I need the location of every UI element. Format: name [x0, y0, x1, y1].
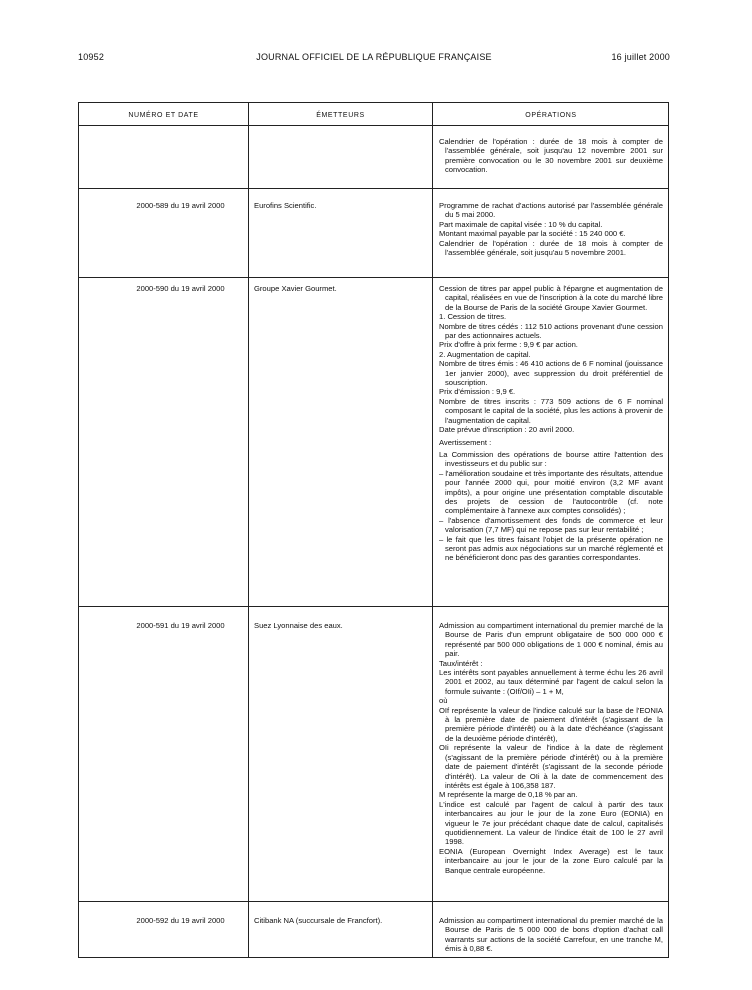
page-number: 10952 [78, 52, 105, 62]
publication-date: 16 juillet 2000 [611, 52, 670, 62]
table-row-numero: 2000-591 du 19 avril 2000 [136, 621, 225, 630]
table-row-operations: Cession de titres par appel public à l'épargne et augmentation de capital, réalisées en vue de l'inscription à la cote du marché libre de la Bourse de Paris de la société Groupe Xavier Gourmet. 1. Cession de titres. Nombre de titres cédés : 112 510 actions provenant d'une cession par des actionnaires actuels. Prix d'offre à prix ferme : 9,9 € par action. 2. Augmentation de capital. Nombre de titres émis : 46 410 actions de 6 F nominal (jouissance 1er janvier 2000), avec suppression du droit préférentiel de souscription. Prix d'émission : 9,9 €. Nombre de titres inscrits : 773 509 actions de 6 F nominal composant le capital de la société, plus les actions à provenir de l'augmentation de capital. Date prévue d'inscription : 20 avril 2000. Avertissement : La Commission des opérations de bourse attire l'attention des investisseurs et du public sur : – l'amélioration soudaine et très importante des résultats, attendue pour l'année 2000 qui, pour moitié environ (3,2 MF avant impôts), a pour origine une présentation comptable discutable des projets de cession de l'autocontrôle (cf. note complémentaire à l'annexe aux comptes consolidés) ; – l'absence d'amortissement des fonds de commerce et leur valorisation (7,7 MF) qui ne repose pas sur leur rentabilité ; – le fait que les titres faisant l'objet de la présente opération ne seront pas admis aux négociations sur un marché réglementé et ne bénéficieront donc pas des garanties correspondantes. [439, 284, 663, 563]
table-row-numero: 2000-589 du 19 avril 2000 [136, 201, 225, 210]
operations-table [78, 102, 669, 958]
table-row-emetteur: Suez Lyonnaise des eaux. [254, 621, 343, 630]
table-row-operations: Calendrier de l'opération : durée de 18 mois à compter de l'assemblée générale, soit jusqu'au 12 novembre 2001 sur première convocation ou le 30 novembre 2001 sur deuxième convocation. [439, 137, 663, 175]
table-row-operations: Admission au compartiment international du premier marché de la Bourse de Paris de 5 000 000 de bons d'option d'achat call warrants sur actions de la société Carrefour, en une tranche M, émis à 0,88 €. [439, 916, 663, 954]
column-divider [432, 103, 433, 957]
row-divider [79, 277, 668, 278]
column-header-operations: OPÉRATIONS [525, 112, 577, 119]
column-header-numero: NUMÉRO ET DATE [128, 112, 199, 119]
table-row-emetteur: Citibank NA (succursale de Francfort). [254, 916, 383, 925]
page-header [78, 52, 670, 66]
table-row-emetteur: Eurofins Scientific. [254, 201, 317, 210]
row-divider [79, 901, 668, 902]
table-row-operations: Programme de rachat d'actions autorisé par l'assemblée générale du 5 mai 2000. Part maximale de capital visée : 10 % du capital. Montant maximal payable par la société : 15 240 000 €. Calendrier de l'opération : durée de 18 mois à compter de l'assemblée générale, soit jusqu'au 5 novembre 2001. [439, 201, 663, 258]
header-rule [79, 125, 668, 126]
row-divider [79, 188, 668, 189]
row-divider [79, 606, 668, 607]
table-row-emetteur: Groupe Xavier Gourmet. [254, 284, 337, 293]
table-row-operations: Admission au compartiment international du premier marché de la Bourse de Paris d'un emprunt obligataire de 500 000 000 € représenté par 500 000 obligations de 1 000 € nominal, émis au pair. Taux/intérêt : Les intérêts sont payables annuellement à terme échu les 26 avril 2001 et 2002, au taux déterminé par l'agent de calcul selon la formule suivante : (OIf/OIi) – 1 + M, où OIf représente la valeur de l'indice calculé sur la base de l'EONIA à la première date de paiement d'intérêt (s'agissant de la première période d'intérêt) ou à la date d'échéance (s'agissant de la deuxième période d'intérêt), OIi représente la valeur de l'indice à la date de règlement (s'agissant de la première période d'intérêt) ou à la première date de paiement d'intérêt (s'agissant de la seconde période d'intérêt). La valeur de OIi à la date de commencement des intérêts est égale à 106,358 187. M représente la marge de 0,18 % par an. L'indice est calculé par l'agent de calcul à partir des taux interbancaires au jour le jour de la zone Euro (EONIA) en vigueur le 7e jour précédant chaque date de calcul, capitalisés quotidiennement. La valeur de l'indice était de 100 le 27 avril 1998. EONIA (European Overnight Index Average) est le taux interbancaire au jour le jour de la zone Euro calculé par la Banque centrale européenne. [439, 621, 663, 875]
journal-title: JOURNAL OFFICIEL DE LA RÉPUBLIQUE FRANÇAISE [256, 52, 492, 62]
column-divider [248, 103, 249, 957]
table-row-numero: 2000-592 du 19 avril 2000 [136, 916, 225, 925]
column-header-emetteurs: ÉMETTEURS [316, 112, 365, 119]
table-row-numero: 2000-590 du 19 avril 2000 [136, 284, 225, 293]
